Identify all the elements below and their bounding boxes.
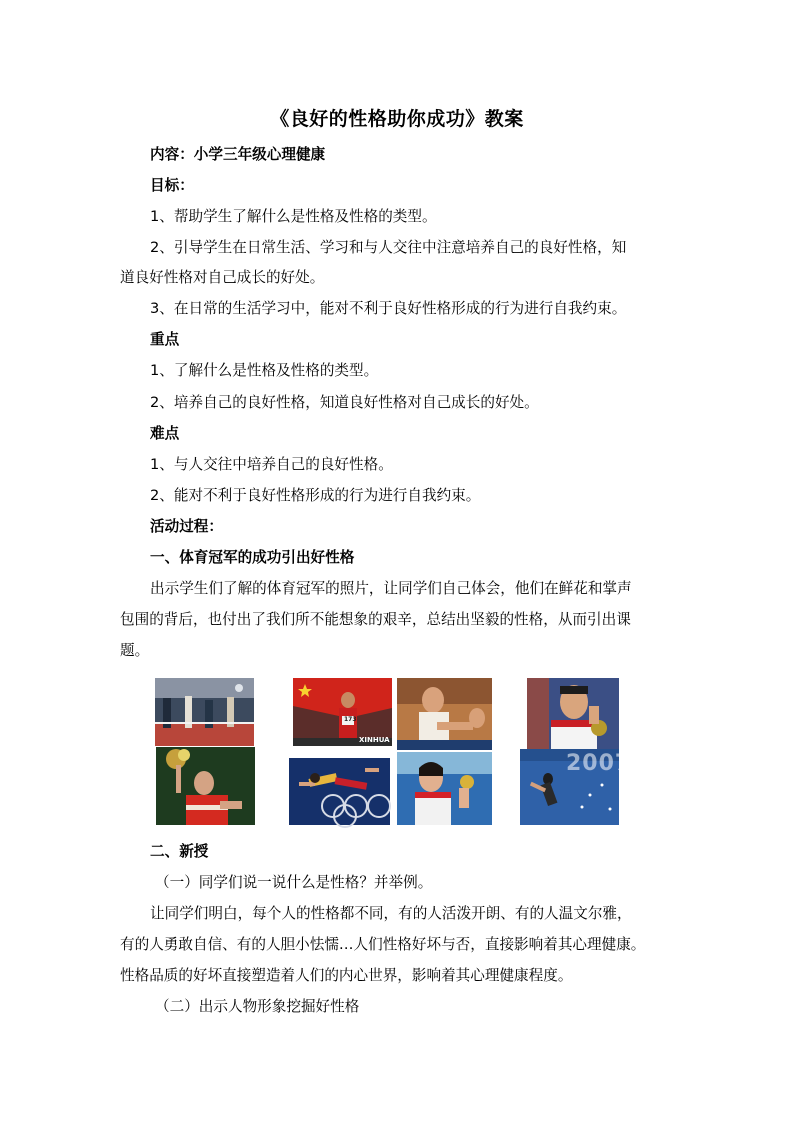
section1-line-2: 包围的背后，也付出了我们所不能想象的艰辛，总结出坚毅的性格，从而引出课 — [120, 611, 631, 628]
goal-item-2-cont: 道良好性格对自己成长的好处。 — [120, 269, 325, 286]
photo-gymnast-rings — [289, 758, 390, 825]
photo-hurdles — [155, 678, 254, 746]
year-watermark: 2007 — [566, 751, 632, 776]
process-heading: 活动过程： — [150, 518, 223, 535]
document-title: 《良好的性格助你成功》教案 — [270, 108, 524, 130]
photo-gold-medal — [397, 752, 492, 825]
content-line: 内容：小学三年级心理健康 — [150, 146, 326, 163]
photo-diver — [520, 749, 632, 825]
key-item-1: 1、了解什么是性格及性格的类型。 — [150, 362, 379, 379]
photo-table-tennis — [397, 678, 492, 750]
photo-liu-xiang-flag — [293, 678, 392, 746]
sub1-line-3: 性格品质的好坏直接塑造着人们的内心世界，影响着其心理健康程度。 — [120, 967, 573, 984]
difficulty-item-2: 2、能对不利于良好性格形成的行为进行自我约束。 — [150, 487, 481, 504]
key-heading: 重点 — [150, 331, 180, 348]
sub1-heading: （一）同学们说一说什么是性格？并举例。 — [155, 874, 433, 891]
goals-heading: 目标： — [150, 177, 194, 194]
key-item-2: 2、培养自己的良好性格，知道良好性格对自己成长的好处。 — [150, 394, 539, 411]
difficulty-heading: 难点 — [150, 425, 180, 442]
difficulty-item-1: 1、与人交往中培养自己的良好性格。 — [150, 456, 393, 473]
section2-heading: 二、新授 — [150, 843, 209, 860]
sub1-line-2: 有的人勇敢自信、有的人胆小怯懦…人们性格好坏与否，直接影响着其心理健康。 — [120, 936, 646, 953]
photo-flowers-champion — [156, 747, 255, 825]
sub1-line-1: 让同学们明白，每个人的性格都不同，有的人活泼开朗、有的人温文尔雅， — [150, 905, 632, 922]
section1-line-1: 出示学生们了解的体育冠军的照片，让同学们自己体会，他们在鲜花和掌声 — [150, 580, 632, 597]
section1-line-3: 题。 — [120, 642, 150, 659]
goal-item-1: 1、帮助学生了解什么是性格及性格的类型。 — [150, 208, 437, 225]
goal-item-2: 2、引导学生在日常生活、学习和与人交往中注意培养自己的良好性格，知 — [150, 239, 627, 256]
bib-number: 173 — [344, 716, 357, 723]
sub2-heading: （二）出示人物形象挖掘好性格 — [155, 998, 360, 1015]
photo-badminton-medal — [527, 678, 619, 750]
section1-heading: 一、体育冠军的成功引出好性格 — [150, 549, 355, 566]
goal-item-3: 3、在日常的生活学习中，能对不利于良好性格形成的行为进行自我约束。 — [150, 300, 627, 317]
xinhua-watermark: XINHUA — [359, 736, 390, 744]
